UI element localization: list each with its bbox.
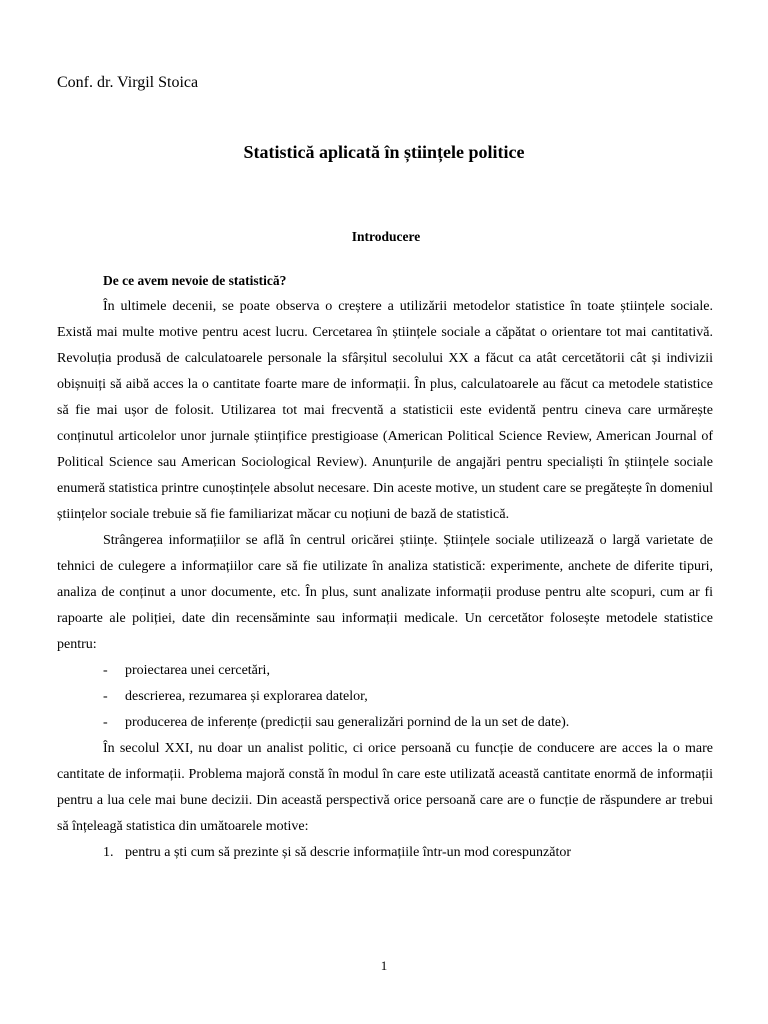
paragraph-3: În secolul XXI, nu doar un analist politic, ci orice persoană cu funcție de conducere are acces la o mare cantitate de informații. Problema majoră constă în modul în care este utilizată această cantitate enormă de informații pentru a lua cele mai bune decizii. Din această perspectivă orice persoană care are o funcție de răspundere ar trebui să înțeleagă statistica din umătoarele motive:	[57, 741, 713, 834]
list-item	[57, 840, 713, 866]
paragraph-1: În ultimele decenii, se poate observa o creștere a utilizării metodelor statistice în toate științele sociale. Există mai multe motive pentru acest lucru. Cercetarea în științele sociale a căpătat o orientare tot mai cantitativă. Revoluția produsă de calculatoarele personale la sfârșitul secolului XX a făcut ca atât cercetătorii cât și indivizii obișnuiți să aibă acces la o cantitate foarte mare de informații. În plus, calculatoarele au făcut ca metodele statistice să fie mai ușor de folosit. Utilizarea tot mai frecventă a statisticii este evidentă pentru cineva care urmărește conținutul articolelor unor jurnale științifice prestigioase (American Political Science Review, American Journal of Political Science sau American Sociological Review). Anunțurile de angajări pentru specialiști în științele sociale enumeră statistica printre cunoștințele absolut necesare. Din aceste motive, un student care se pregătește în domeniul științelor sociale trebuie să fie familiarizat măcar cu noțiuni de bază de statistică.	[57, 299, 713, 522]
list-dash-marker: -	[103, 663, 108, 678]
body-content	[57, 268, 713, 866]
list-item	[57, 658, 713, 684]
numbered-list	[57, 840, 713, 866]
list-item	[57, 684, 713, 710]
list-number-marker: 1.	[103, 845, 114, 860]
page-number: 1	[380, 958, 388, 973]
author-name: Conf. dr. Virgil Stoica	[57, 74, 199, 91]
list-item-text: descrierea, rezumarea și explorarea datelor,	[125, 689, 368, 704]
list-item	[57, 710, 713, 736]
bullet-list	[57, 658, 713, 736]
list-item-text: pentru a ști cum să prezinte și să descrie informațiile într-un mod corespunzător	[125, 845, 572, 860]
section-heading: Introducere	[351, 229, 421, 244]
document-title: Statistică aplicată în științele politice	[243, 142, 525, 162]
subheading: De ce avem nevoie de statistică?	[103, 273, 287, 288]
list-item-text: producerea de inferențe (predicții sau generalizări pornind de la un set de date).	[125, 715, 570, 730]
list-dash-marker: -	[103, 715, 108, 730]
list-dash-marker: -	[103, 689, 108, 704]
paragraph-2: Strângerea informațiilor se află în centrul oricărei științe. Științele sociale utilizează o largă varietate de tehnici de culegere a informațiilor care să fie utilizate în analiza statistică: experimente, anchete de diferite tipuri, analiza de conținut a unor documente, etc. În plus, sunt analizate informații produse pentru alte scopuri, cum ar fi rapoarte ale poliției, date din recensăminte sau informații medicale. Un cercetător folosește metodele statistice pentru:	[57, 533, 713, 652]
list-item-text: proiectarea unei cercetări,	[125, 663, 270, 678]
